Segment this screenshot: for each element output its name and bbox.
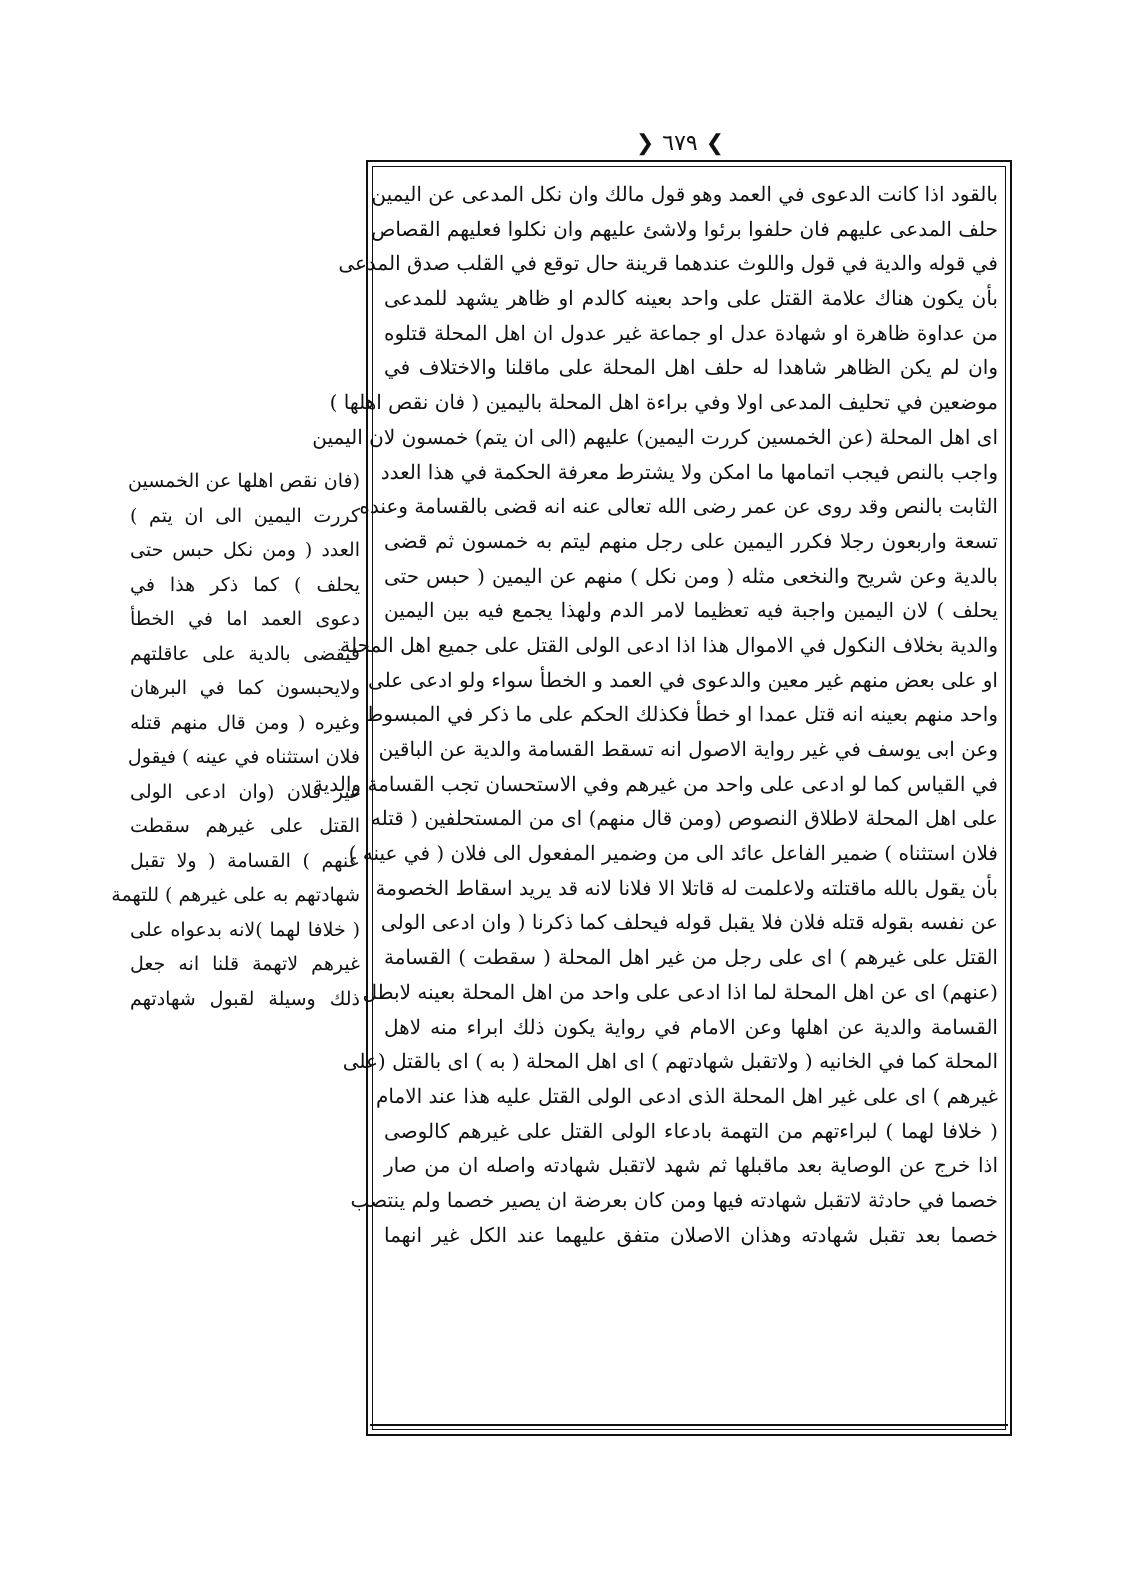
margin-commentary-line: يحلف ) كما ذكر هذا في xyxy=(130,573,360,596)
margin-commentary-line: ولايحبسون كما في البرهان xyxy=(130,677,360,699)
main-text-line: غيرهم ) اى على غير اهل المحلة الذى ادعى الولى القتل عليه هذا عند الامام xyxy=(376,1083,998,1108)
main-text-line: او على بعض منهم غير معين والدعوى في العمد و الخطأ سواء ولو ادعى على xyxy=(367,667,998,692)
main-text-line: المحلة كما في الخانيه ( ولاتقبل شهادتهم ) اى اهل المحلة ( به ) اى بالقتل (على xyxy=(342,1049,998,1074)
margin-commentary-line: وغيره ( ومن قال منهم قتله xyxy=(130,711,360,734)
main-text-line: بأن يكون هناك علامة القتل على واحد بعينه كالدم او ظاهر يشهد للمدعى xyxy=(384,286,998,311)
ornament-right-icon: ❯ xyxy=(705,130,725,156)
main-text-line: موضعين في تحليف المدعى اولا وفي براءة اهل المحلة باليمين ( فان نقص اهلها ) xyxy=(329,390,998,415)
main-text-line: اى اهل المحلة (عن الخمسين كررت اليمين) عليهم (الى ان يتم) خمسون لان اليمين xyxy=(312,424,998,449)
main-text-line: ( خلافا لهما ) لبراءتهم من التهمة بادعاء الولى القتل على غيرهم كالوصى xyxy=(384,1118,998,1143)
main-text-line: تسعة واربعون رجلا فكرر اليمين على رجل منهم ليتم به خمسون ثم قضى xyxy=(384,528,998,553)
main-text-line: فلان استثناه ) ضمير الفاعل عائد الى من وضمير المفعول الى فلان ( في عينه ) xyxy=(348,841,998,866)
margin-commentary-line: شهادتهم به على غيرهم ) للتهمة xyxy=(111,884,360,906)
page-number xyxy=(590,126,770,160)
main-text-line: خصما في حادثة لاتقبل شهادته فيها ومن كان بعرضة ان يصير خصما ولم ينتصب xyxy=(350,1187,998,1212)
main-text-line: وان لم يكن الظاهر شاهدا له حلف اهل المحلة على ماقلنا والاختلاف في xyxy=(384,355,998,380)
margin-commentary-line: عنهم ) القسامة ( ولا تقبل xyxy=(130,849,360,872)
margin-commentary-line: فيقضى بالدية على عاقلتهم xyxy=(130,642,360,665)
page-number-text: ٦٧٩ xyxy=(662,130,698,156)
margin-commentary-line: فلان استثناه في عينه ) فيقول xyxy=(127,746,360,768)
main-text-line: بأن يقول بالله ماقتلته ولاعلمت له قاتلا الا فلانا لانه قد يريد اسقاط الخصومة xyxy=(375,875,998,900)
main-text-line: وعن ابى يوسف في غير رواية الاصول انه تسقط القسامة والدية عن الباقين xyxy=(378,737,998,761)
margin-commentary-line: دعوى العمد اما في الخطأ xyxy=(130,608,360,630)
main-text-line: القسامة والدية عن اهلها وعن الامام في رواية يكون ذلك ابراء منه لاهل xyxy=(384,1014,998,1039)
main-text-line: عن نفسه بقوله قتله فلان فلا يقبل قوله فيحلف كما ذكرنا ( وان ادعى الولى xyxy=(380,910,998,935)
main-text-line: في قوله والدية في قول واللوث عندهما قرينة حال توقع في القلب صدق المدعى xyxy=(338,251,998,276)
main-text-line: اذا خرج عن الوصاية بعد ماقبلها ثم شهد لاتقبل شهادته واصله ان من صار xyxy=(384,1153,999,1178)
main-text-line: يحلف ) لان اليمين واجبة فيه تعظيما لامر الدم ولهذا يجمع فيه بين اليمين xyxy=(384,598,998,623)
ornament-left-icon: ❮ xyxy=(635,130,655,156)
margin-commentary-block xyxy=(111,464,360,1114)
margin-commentary-line: (فان نقص اهلها عن الخمسين xyxy=(128,470,360,492)
main-text-line: في القياس كما لو ادعى على واحد من غيرهم وفي الاستحسان تجب القسامة والدية xyxy=(312,771,998,796)
margin-commentary-line: غيرهم لاتهمة قلنا انه جعل xyxy=(130,953,360,975)
main-text-line: بالقود اذا كانت الدعوى في العمد وهو قول مالك وان نكل المدعى عن اليمين xyxy=(371,182,998,206)
main-text-line: واجب بالنص فيجب اتمامها ما امكن ولا يشترط معرفة الحكمة في هذا العدد xyxy=(380,459,998,484)
main-text-line: والدية بخلاف النكول في الاموال هذا اذا ادعى الولى القتل على جميع اهل المحلة xyxy=(340,632,998,657)
main-text-line: حلف المدعى عليهم فان حلفوا برئوا ولاشئ عليهم وان نكلوا فعليهم القصاص xyxy=(371,216,998,241)
main-text-line: بالدية وعن شريح والنخعى مثله ( ومن نكل ) منهم عن اليمين ( حبس حتى xyxy=(384,563,998,588)
main-text-line: القتل على غيرهم ) اى على رجل من غير اهل المحلة ( سقطت ) القسامة xyxy=(384,945,998,970)
main-text-line: خصما بعد تقبل شهادته وهذان الاصلان متفق عليهما عند الكل غير انهما xyxy=(384,1222,998,1247)
main-text-line: الثابت بالنص وقد روى عن عمر رضى الله تعالى عنه انه قضى بالقسامة وعنده xyxy=(359,494,998,519)
margin-commentary-line: كررت اليمين الى ان يتم ) xyxy=(130,504,360,527)
margin-commentary-line: العدد ( ومن نكل حبس حتى xyxy=(130,539,360,561)
main-text-block xyxy=(312,177,999,1422)
margin-commentary-line: ذلك وسيلة لقبول شهادتهم xyxy=(130,987,360,1010)
main-text-line: واحد منهم بعينه انه قتل عمدا او خطأ فكذلك الحكم على ما ذكر في المبسوط xyxy=(364,702,998,727)
main-text-line: (عنهم) اى عن اهل المحلة لما اذا ادعى على واحد من اهل المحلة بعينه لابطل xyxy=(362,979,998,1004)
margin-commentary-line: ( خلافا لهما )لانه بدعواه على xyxy=(130,918,360,941)
main-text-line: على اهل المحلة لاطلاق النصوص (ومن قال منهم) اى من المستحلفين ( قتله xyxy=(370,806,998,831)
main-text-line: من عداوة ظاهرة او شهادة عدل او جماعة غير عدول ان اهل المحلة قتلوه xyxy=(384,320,998,345)
margin-commentary-line: غير فلان (وان ادعى الولى xyxy=(130,780,360,803)
margin-commentary-line: القتل على غيرهم سقطت xyxy=(130,815,360,837)
